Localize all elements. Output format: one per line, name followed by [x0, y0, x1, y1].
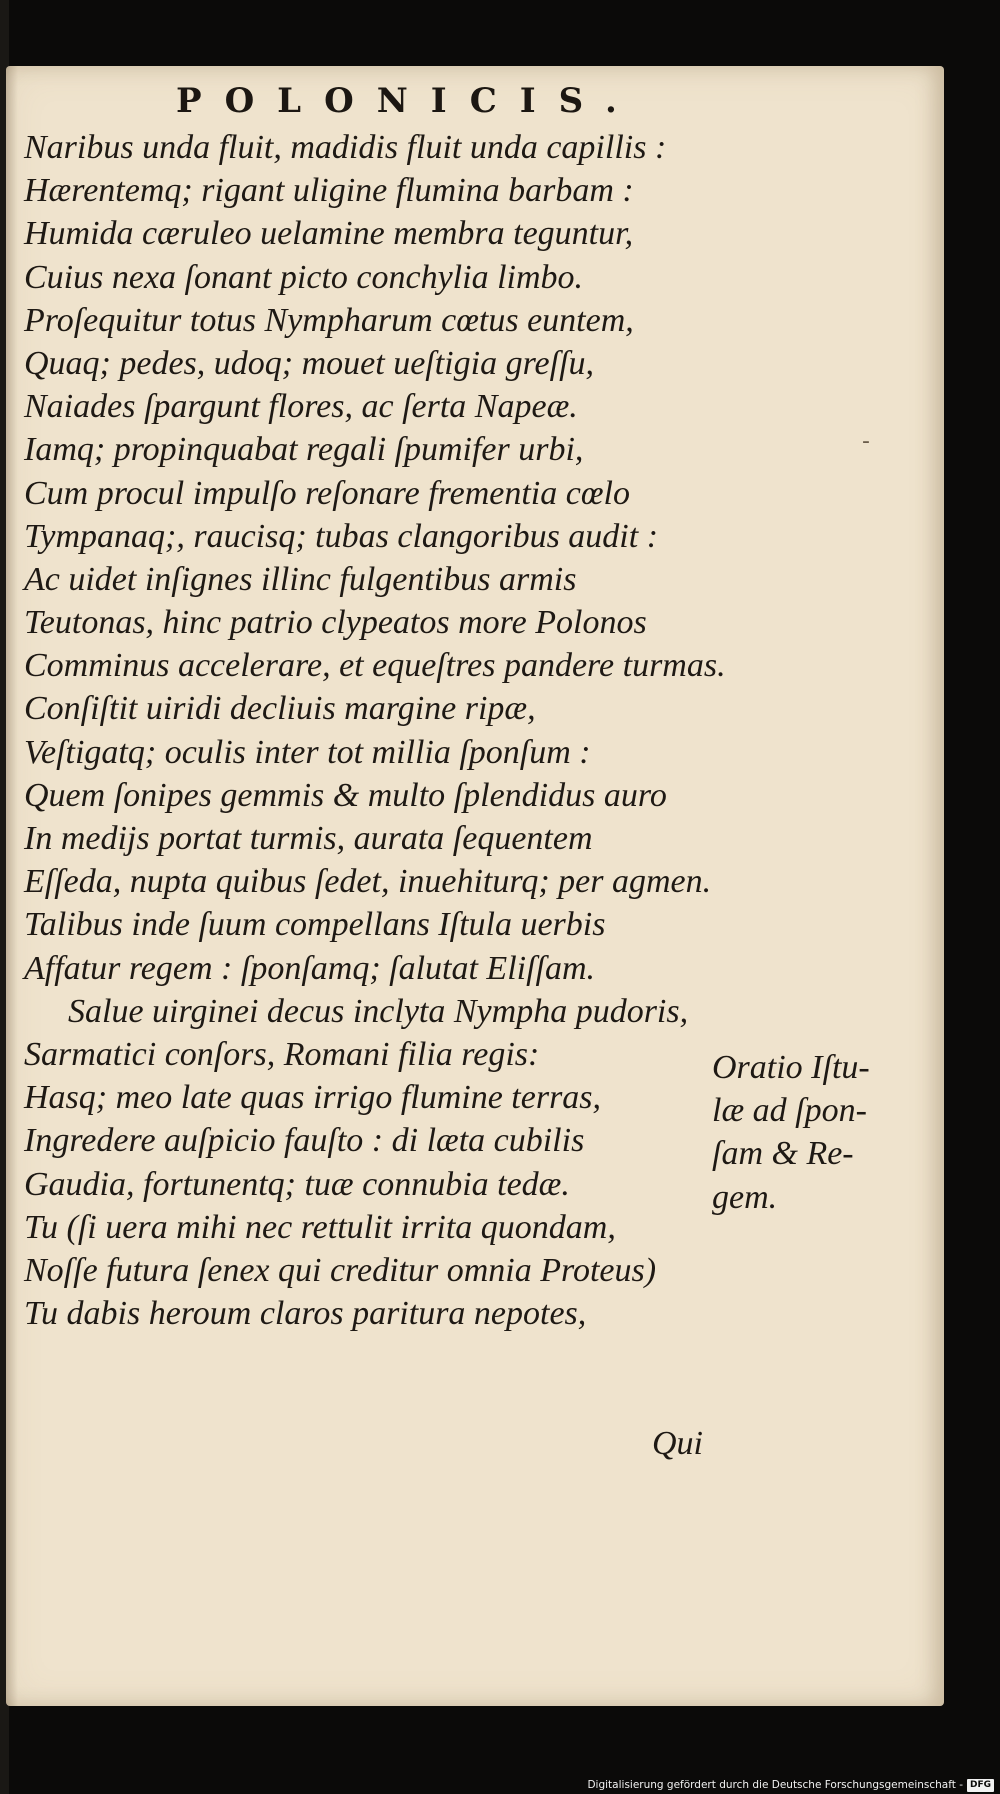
- verse-line: Iamq; propinquabat regali ſpumifer urbi,: [24, 431, 584, 469]
- digitization-footer: [587, 1777, 994, 1793]
- stray-ink-mark: -: [862, 429, 870, 454]
- footer-credit: Digitalisierung gefördert durch die Deutsche Forschungsgemeinschaft -: [587, 1779, 963, 1791]
- verse-line: Gaudia, fortunentq; tuæ connubia tedæ.: [24, 1165, 570, 1203]
- verse-line: Hærentemq; rigant uligine flumina barbam :: [24, 172, 634, 210]
- verse-line: Ingredere auſpicio fauſto : di læta cubilis: [24, 1122, 585, 1160]
- verse-line: Veſtigatq; oculis inter tot millia ſponſum :: [24, 733, 591, 771]
- marginal-note-line: gem.: [712, 1178, 778, 1216]
- catchword: Qui: [652, 1425, 703, 1462]
- verse-line: Naiades ſpargunt flores, ac ſerta Napeæ.: [24, 388, 578, 426]
- verse-line: Teutonas, hinc patrio clypeatos more Polonos: [24, 604, 647, 642]
- verse-line: In medijs portat turmis, aurata ſequentem: [24, 820, 593, 857]
- verse-line: Proſequitur totus Nympharum cœtus euntem,: [24, 301, 634, 339]
- verse-line: Cum procul impulſo reſonare frementia cœlo: [24, 474, 630, 512]
- verse-line: Talibus inde ſuum compellans Iſtula uerbis: [24, 906, 606, 944]
- running-head: POLONICIS.: [176, 81, 640, 121]
- verse-line: Noſſe futura ſenex qui creditur omnia Proteus): [24, 1251, 657, 1289]
- verse-line: Ac uidet inſignes illinc fulgentibus armis: [24, 560, 577, 598]
- verse-line: Tu dabis heroum claros paritura nepotes,: [24, 1295, 587, 1333]
- verse-line: Quem ſonipes gemmis & multo ſplendidus auro: [24, 776, 667, 814]
- verse-line: Cuius nexa ſonant picto conchylia limbo.: [24, 258, 584, 296]
- marginal-note: [712, 1046, 902, 1219]
- verse-line: Hasq; meo late quas irrigo flumine terras,: [24, 1079, 602, 1117]
- verse-line: Eſſeda, nupta quibus ſedet, inuehiturq; per agmen.: [24, 863, 712, 901]
- verse-text: [24, 126, 726, 1335]
- verse-line: Naribus unda fluit, madidis fluit unda capillis :: [24, 129, 667, 166]
- verse-line: Conſiſtit uiridi decliuis margine ripæ,: [24, 690, 536, 728]
- verse-line-indented: Salue uirginei decus inclyta Nympha pudoris,: [68, 992, 689, 1030]
- marginal-note-line: ſam & Re-: [712, 1135, 854, 1173]
- marginal-note-line: Oratio Iſtu-: [712, 1049, 870, 1086]
- verse-line: Sarmatici conſors, Romani filia regis:: [24, 1035, 540, 1073]
- page-gutter-shadow: [6, 66, 18, 1706]
- verse-line: Tu (ſi uera mihi nec rettulit irrita quondam,: [24, 1208, 616, 1246]
- verse-line: Tympanaq;, raucisq; tubas clangoribus audit :: [24, 517, 659, 555]
- verse-line: Humida cæruleo uelamine membra teguntur,: [24, 215, 634, 253]
- verse-line: Affatur regem : ſponſamq; ſalutat Eliſſam.: [24, 949, 596, 987]
- verse-line: Quaq; pedes, udoq; mouet ueſtigia greſſu,: [24, 344, 595, 382]
- marginal-note-line: læ ad ſpon-: [712, 1092, 867, 1130]
- dfg-logo: DFG: [967, 1779, 994, 1792]
- verse-line: Comminus accelerare, et equeſtres pandere turmas.: [24, 647, 726, 685]
